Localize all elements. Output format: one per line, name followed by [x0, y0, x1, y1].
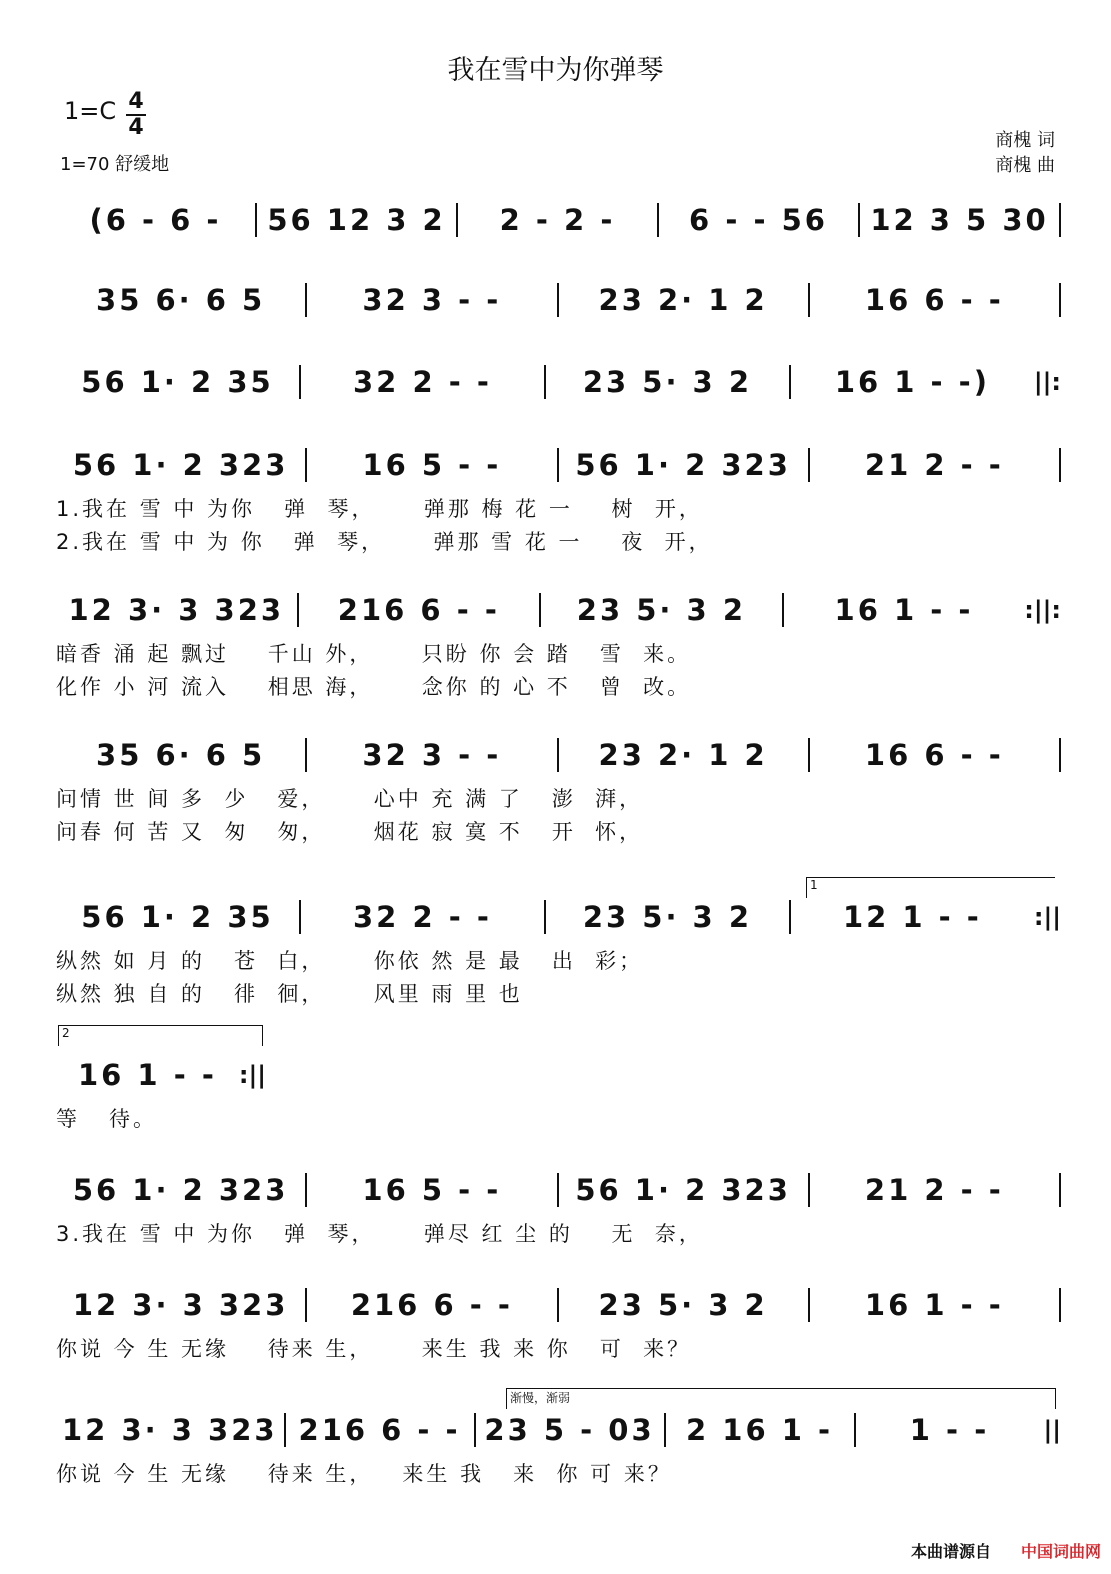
measure: 23 5· 3 2: [598, 1288, 768, 1322]
notation-line: [56, 1055, 266, 1095]
measure: 56 1· 2 323: [575, 1173, 791, 1207]
credits: [995, 128, 1055, 178]
notation-line: [56, 1410, 1061, 1450]
measure: 12 3· 3 323: [62, 1413, 278, 1447]
score-row: [56, 200, 1061, 260]
lyric-line: 你说 今 生 无缘 待来 生， 来生 我 来 你 可 来？: [56, 1337, 692, 1361]
meter-top: 4: [128, 89, 144, 114]
measure: 12 3· 3 323: [68, 593, 285, 627]
barline: [1059, 283, 1061, 317]
measure: 32 2 - -: [353, 365, 492, 399]
measure: 16 5 - -: [362, 1173, 502, 1207]
measure: 56 1· 2 323: [72, 1173, 289, 1207]
measure: 32 2 - -: [353, 900, 492, 934]
measure: 56 12 3 2: [267, 203, 446, 237]
end-barline: :||: [238, 1061, 266, 1089]
barline: [1059, 203, 1061, 237]
measure: 16 6 - -: [864, 283, 1004, 317]
lyric-line: 化作 小 河 流入 相思 海， 念你 的 心 不 曾 改。: [56, 675, 692, 699]
measure: 23 5· 3 2: [582, 365, 753, 399]
measure: 23 2· 1 2: [598, 283, 768, 317]
measure: 12 3· 3 323: [72, 1288, 289, 1322]
measure: 16 5 - -: [362, 448, 502, 482]
tempo-marking: 1=70 舒缓地: [60, 154, 170, 175]
measure: 216 6 - -: [350, 1288, 513, 1322]
measure: 16 1 - -: [864, 1288, 1004, 1322]
end-barline: :||:: [1024, 596, 1061, 624]
lyric-line: 暗香 涌 起 飘过 千山 外， 只盼 你 会 踏 雪 来。: [56, 642, 692, 666]
measure: 35 6· 6 5: [96, 283, 266, 317]
score-row: [56, 1285, 1061, 1361]
notation-line: [56, 445, 1061, 485]
barline: [1059, 448, 1061, 482]
end-barline: ||: [1043, 1416, 1062, 1444]
lyric-line: 纵然 独 自 的 徘 徊， 风里 雨 里 也: [56, 982, 523, 1006]
end-barline: ||:: [1033, 368, 1062, 396]
measure: 16 6 - -: [864, 738, 1004, 772]
measure: 35 6· 6 5: [96, 738, 266, 772]
measure: 23 5 - 03: [484, 1413, 655, 1447]
footer-site: 中国词曲网: [1020, 1542, 1101, 1561]
lyric-line: 问情 世 间 多 少 爱， 心中 充 满 了 澎 湃，: [56, 787, 644, 811]
lyric-line: 2.我在 雪 中 为 你 弹 琴， 弹那 雪 花 一 夜 开，: [56, 530, 713, 554]
measure: 6 - - 56: [689, 203, 828, 237]
measure: 21 2 - -: [864, 1173, 1004, 1207]
measure: 216 6 - -: [298, 1413, 461, 1447]
score-row: [56, 590, 1061, 699]
score-row: [56, 735, 1061, 844]
measure: 23 5· 3 2: [576, 593, 746, 627]
end-barline: :||: [1033, 903, 1062, 931]
notation-line: [56, 590, 1061, 630]
composer: 商槐 曲: [995, 155, 1055, 176]
page-title: 我在雪中为你弹琴: [447, 55, 664, 86]
measure: 56 1· 2 323: [575, 448, 791, 482]
volta-bracket: 2: [58, 1025, 263, 1046]
notation-line: [56, 897, 1061, 937]
score-row: [56, 362, 1061, 422]
score-row: [56, 445, 1061, 554]
lyric-line: 3.我在 雪 中 为你 弹 琴， 弹尽 红 尘 的 无 奈，: [56, 1222, 703, 1246]
notation-line: [56, 1170, 1061, 1210]
measure: 56 1· 2 35: [81, 365, 274, 399]
measure: 56 1· 2 35: [81, 900, 274, 934]
notation-line: [56, 200, 1061, 240]
barline: [1059, 738, 1061, 772]
measure: 1 - -: [909, 1413, 990, 1447]
lyricist: 商槐 词: [995, 130, 1055, 151]
measure: 23 5· 3 2: [582, 900, 753, 934]
score-row: [56, 1391, 1062, 1486]
measure: 21 2 - -: [864, 448, 1004, 482]
key-signature: 1=C: [64, 97, 117, 125]
notation-line: [56, 735, 1061, 775]
score-row: [56, 1170, 1061, 1246]
lyric-line: 问春 何 苦 又 匆 匆， 烟花 寂 寞 不 开 怀，: [56, 820, 644, 844]
notation-line: [56, 280, 1061, 320]
lyric-line: 1.我在 雪 中 为你 弹 琴， 弹那 梅 花 一 树 开，: [56, 497, 703, 521]
measure: 12 1 - -: [842, 900, 982, 934]
measure: 32 3 - -: [362, 738, 502, 772]
time-signature: [124, 90, 148, 140]
measure: 16 1 - -): [834, 365, 990, 399]
footer-source: 本曲谱源自: [910, 1542, 991, 1561]
score-row: [56, 1026, 266, 1131]
barline: [1059, 1288, 1061, 1322]
lyric-line: 纵然 如 月 的 苍 白， 你依 然 是 最 出 彩；: [56, 949, 644, 973]
measure: 16 1 - -: [77, 1058, 217, 1092]
score-row: [56, 280, 1061, 340]
lyric-line: 你说 今 生 无缘 待来 生， 来生 我 来 你 可 来？: [56, 1462, 672, 1486]
measure: 23 2· 1 2: [598, 738, 768, 772]
notation-line: [56, 362, 1061, 402]
notation-line: [56, 1285, 1061, 1325]
expression-marking: 渐慢，渐弱: [506, 1388, 1056, 1409]
measure: 32 3 - -: [362, 283, 502, 317]
score-row: [56, 878, 1062, 1006]
measure: 56 1· 2 323: [72, 448, 289, 482]
measure: (6 - 6 -: [89, 203, 222, 237]
measure: 16 1 - -: [834, 593, 974, 627]
barline: [1059, 1173, 1061, 1207]
measure: 2 - 2 -: [499, 203, 616, 237]
measure: 216 6 - -: [337, 593, 500, 627]
measure: 2 16 1 -: [686, 1413, 834, 1447]
meter-bottom: 4: [128, 115, 144, 140]
measure: 12 3 5 30: [870, 203, 1049, 237]
lyric-line: 等 待。: [56, 1107, 158, 1131]
volta-bracket: 1: [806, 877, 1055, 898]
